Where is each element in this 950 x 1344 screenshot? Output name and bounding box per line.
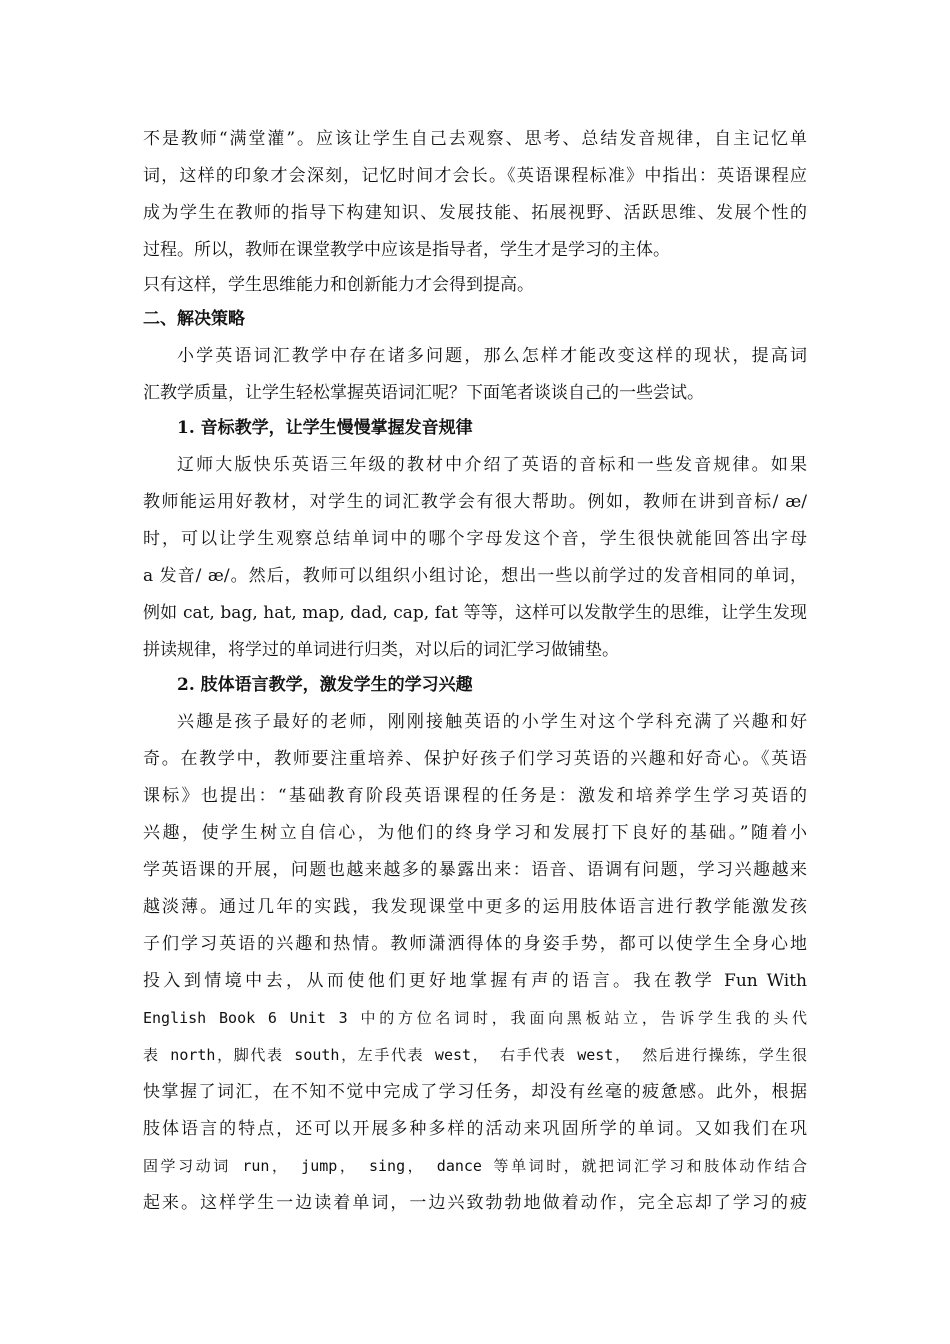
text-line: 词，这样的印象才会深刻，记忆时间才会长。《英语课程标准》中指出：英语课程应 [143, 166, 807, 186]
section-heading: 二、解决策略 [143, 309, 245, 329]
subsection-heading: 2. 肢体语言教学，激发学生的学习兴趣 [177, 675, 473, 695]
text-line: 辽师大版快乐英语三年级的教材中介绍了英语的音标和一些发音规律。如果 [177, 455, 807, 475]
text-line: 课标》也提出：“基础教育阶段英语课程的任务是：激发和培养学生学习英语的 [143, 786, 807, 806]
text-line: 越淡薄。通过几年的实践，我发现课堂中更多的运用肢体语言进行教学能激发孩 [143, 897, 807, 917]
text-line: 兴趣，使学生树立自信心，为他们的终身学习和发展打下良好的基础。”随着小 [143, 823, 807, 843]
text-line: 汇教学质量，让学生轻松掌握英语词汇呢？下面笔者谈谈自己的一些尝试。 [143, 383, 704, 403]
text-line: 起来。这样学生一边读着单词，一边兴致勃勃地做着动作，完全忘却了学习的疲 [143, 1193, 807, 1213]
text-line: 快掌握了词汇，在不知不觉中完成了学习任务，却没有丝毫的疲惫感。此外，根据 [143, 1082, 807, 1102]
subsection-heading: 1. 音标教学，让学生慢慢掌握发音规律 [177, 418, 473, 438]
text-line: 肢体语言的特点，还可以开展多种多样的活动来巩固所学的单词。又如我们在巩 [143, 1119, 807, 1139]
text-line: 兴趣是孩子最好的老师，刚刚接触英语的小学生对这个学科充满了兴趣和好 [177, 712, 807, 732]
text-line: 奇。在教学中，教师要注重培养、保护好孩子们学习英语的兴趣和好奇心。《英语 [143, 749, 807, 769]
text-line: 小学英语词汇教学中存在诸多问题，那么怎样才能改变这样的现状，提高词 [177, 346, 807, 366]
text-line: 过程。所以，教师在课堂教学中应该是指导者，学生才是学习的主体。 [143, 240, 670, 260]
text-line: English Book 6 Unit 3 中的方位名词时，我面向黑板站立，告诉学生我的头代 [143, 1009, 807, 1027]
text-line: 学英语课的开展，问题也越来越多的暴露出来：语音、语调有问题，学习兴趣越来 [143, 860, 807, 880]
text-line: 教师能运用好教材，对学生的词汇教学会有很大帮助。例如，教师在讲到音标/ æ/ [143, 492, 807, 512]
text-line: 投入到情境中去，从而使他们更好地掌握有声的语言。我在教学 Fun With [143, 971, 807, 991]
text-line: 拼读规律，将学过的单词进行归类，对以后的词汇学习做铺垫。 [143, 640, 619, 660]
text-line: 固学习动词 run， jump， sing， dance 等单词时，就把词汇学习和肢体动作结合 [143, 1157, 807, 1175]
text-line: 不是教师“满堂灌”。应该让学生自己去观察、思考、总结发音规律，自主记忆单 [143, 129, 807, 149]
text-line: 例如 cat, bag, hat, map, dad, cap, fat 等等，这样可以发散学生的思维，让学生发现 [143, 603, 807, 623]
text-line: 子们学习英语的兴趣和热情。教师潇洒得体的身姿手势，都可以使学生全身心地 [143, 934, 807, 954]
text-line: 成为学生在教师的指导下构建知识、发展技能、拓展视野、活跃思维、发展个性的 [143, 203, 807, 223]
text-line: 只有这样，学生思维能力和创新能力才会得到提高。 [143, 275, 534, 295]
text-line: 时，可以让学生观察总结单词中的哪个字母发这个音，学生很快就能回答出字母 [143, 529, 807, 549]
text-line: a 发音/ æ/。然后，教师可以组织小组讨论，想出一些以前学过的发音相同的单词， [143, 566, 807, 586]
text-line: 表 north，脚代表 south，左手代表 west， 右手代表 west， 然后进行操练，学生很 [143, 1046, 807, 1064]
